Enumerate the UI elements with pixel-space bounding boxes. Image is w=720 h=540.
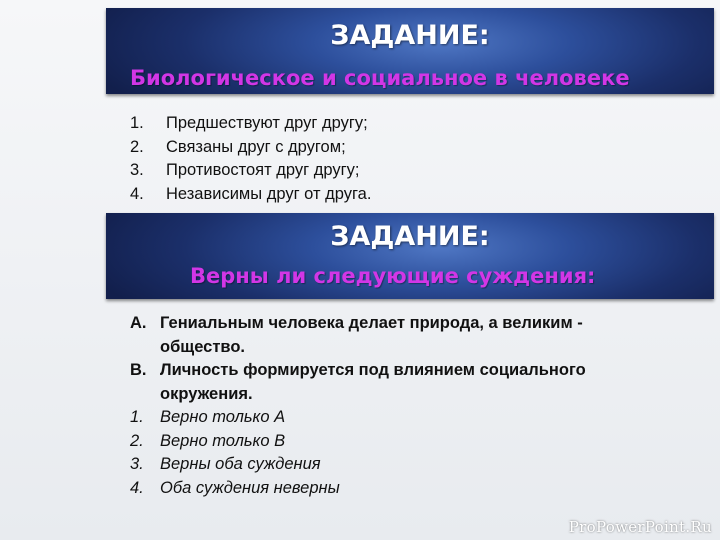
list-item: 1. Предшествуют друг другу; — [130, 114, 368, 132]
statement-marker: A. — [130, 314, 147, 332]
answer-item: 2. Верно только В — [130, 431, 286, 450]
list-item: 4. Независимы друг от друга. — [130, 184, 372, 203]
task1-subtitle: Биологическое и социальное в человеке — [130, 66, 630, 90]
task1-title: ЗАДАНИЕ: — [330, 20, 490, 51]
task1-banner — [106, 8, 714, 94]
list-item: 3. Противостоят друг другу; — [130, 161, 360, 179]
statement-marker: B. — [130, 361, 147, 379]
task2-title: ЗАДАНИЕ: — [330, 221, 490, 252]
list-item: 2. Связаны друг с другом; — [130, 137, 346, 156]
answer-item: 1. Верно только А — [130, 408, 286, 426]
task2-content — [130, 312, 586, 500]
task2-banner — [106, 213, 714, 299]
watermark: ProPowerPoint.Ru — [568, 518, 712, 536]
statement-item: B. Личность формируется под влиянием социального окружения. — [130, 361, 586, 403]
task1-options — [130, 112, 371, 206]
statement-item: A. Гениальным человека делает природа, а великим - общество. — [130, 314, 583, 356]
answer-item: 4. Оба суждения неверны — [130, 478, 340, 497]
answer-item: 3. Верны оба суждения — [130, 455, 321, 473]
task2-subtitle: Верны ли следующие суждения: — [190, 264, 596, 288]
